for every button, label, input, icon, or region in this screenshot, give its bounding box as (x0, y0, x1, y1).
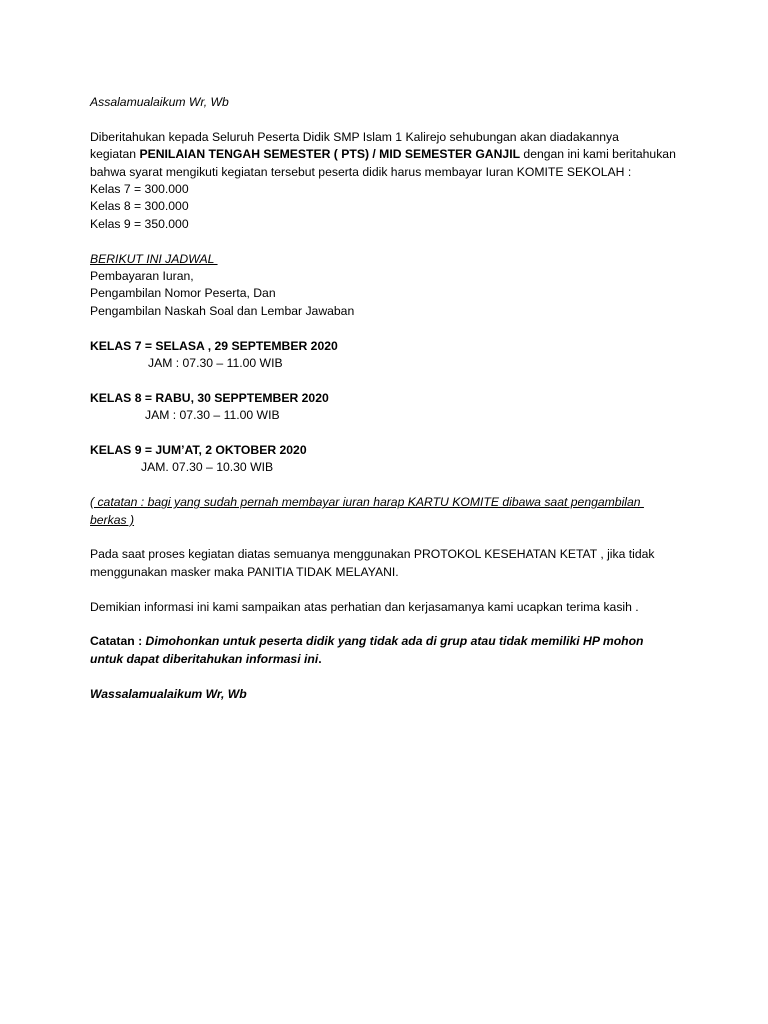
schedule-item: Pengambilan Nomor Peserta, Dan (90, 286, 276, 301)
fee-kelas-9: Kelas 9 = 350.000 (90, 216, 189, 231)
class-schedule-9 (90, 442, 700, 477)
intro-line-2-pre: kegiatan (90, 147, 140, 162)
protocol-line-1: Pada saat proses kegiatan diatas semuanya menggunakan PROTOKOL KESEHATAN KETAT , jika tidak (90, 547, 655, 562)
protocol-line-2: menggunakan masker maka PANITIA TIDAK MELAYANI. (90, 564, 399, 579)
schedule-section (90, 251, 700, 321)
intro-line-3: bahwa syarat mengikuti kegiatan tersebut peserta didik harus membayar Iuran KOMITE SEKOLAH : (90, 164, 632, 179)
intro-line-1: Diberitahukan kepada Seluruh Peserta Didik SMP Islam 1 Kalirejo sehubungan akan diadakannya (90, 129, 619, 144)
request-text-1: Dimohonkan untuk peserta didik yang tidak ada di grup atau tidak memiliki HP mohon (145, 634, 644, 649)
closing-paragraph: Demikian informasi ini kami sampaikan atas perhatian dan kerjasamanya kami ucapkan terima kasih . (90, 599, 639, 614)
payment-note-line-2: berkas ) (90, 512, 135, 527)
class-schedule-title: KELAS 8 = RABU, 30 SEPPTEMBER 2020 (90, 390, 329, 405)
request-period: . (318, 651, 322, 666)
request-line-1 (90, 633, 700, 650)
schedule-item: Pengambilan Naskah Soal dan Lembar Jawaban (90, 303, 355, 318)
fee-kelas-8: Kelas 8 = 300.000 (90, 199, 189, 214)
class-schedule-8 (90, 390, 700, 425)
farewell: Wassalamualaikum Wr, Wb (90, 686, 247, 701)
greeting: Assalamualaikum Wr, Wb (90, 95, 229, 109)
intro-paragraph (90, 129, 700, 233)
payment-note (90, 494, 700, 529)
class-schedule-title: KELAS 9 = JUM’AT, 2 OKTOBER 2020 (90, 443, 307, 458)
class-schedule-7 (90, 338, 700, 373)
intro-line-2 (90, 146, 700, 163)
request-text-2: untuk dapat diberitahukan informasi ini (90, 651, 319, 666)
request-paragraph (90, 633, 700, 668)
request-label: Catatan : (90, 634, 146, 649)
letter-body (90, 94, 700, 703)
payment-note-line-1: ( catatan : bagi yang sudah pernah membayar iuran harap KARTU KOMITE dibawa saat pengambilan (90, 495, 644, 510)
schedule-heading: BERIKUT INI JADWAL (90, 251, 218, 266)
request-line-2 (90, 651, 700, 668)
protocol-paragraph (90, 546, 700, 581)
intro-line-2-post: dengan ini kami beritahukan (520, 147, 676, 162)
class-schedule-time: JAM : 07.30 – 11.00 WIB (148, 356, 283, 371)
class-schedule-title: KELAS 7 = SELASA , 29 SEPTEMBER 2020 (90, 338, 338, 353)
class-schedule-time: JAM. 07.30 – 10.30 WIB (141, 460, 274, 475)
exam-name: PENILAIAN TENGAH SEMESTER ( PTS) / MID SEMESTER GANJIL (139, 147, 521, 162)
schedule-item: Pembayaran Iuran, (90, 269, 194, 284)
class-schedule-time: JAM : 07.30 – 11.00 WIB (145, 408, 280, 423)
fee-kelas-7: Kelas 7 = 300.000 (90, 182, 189, 197)
